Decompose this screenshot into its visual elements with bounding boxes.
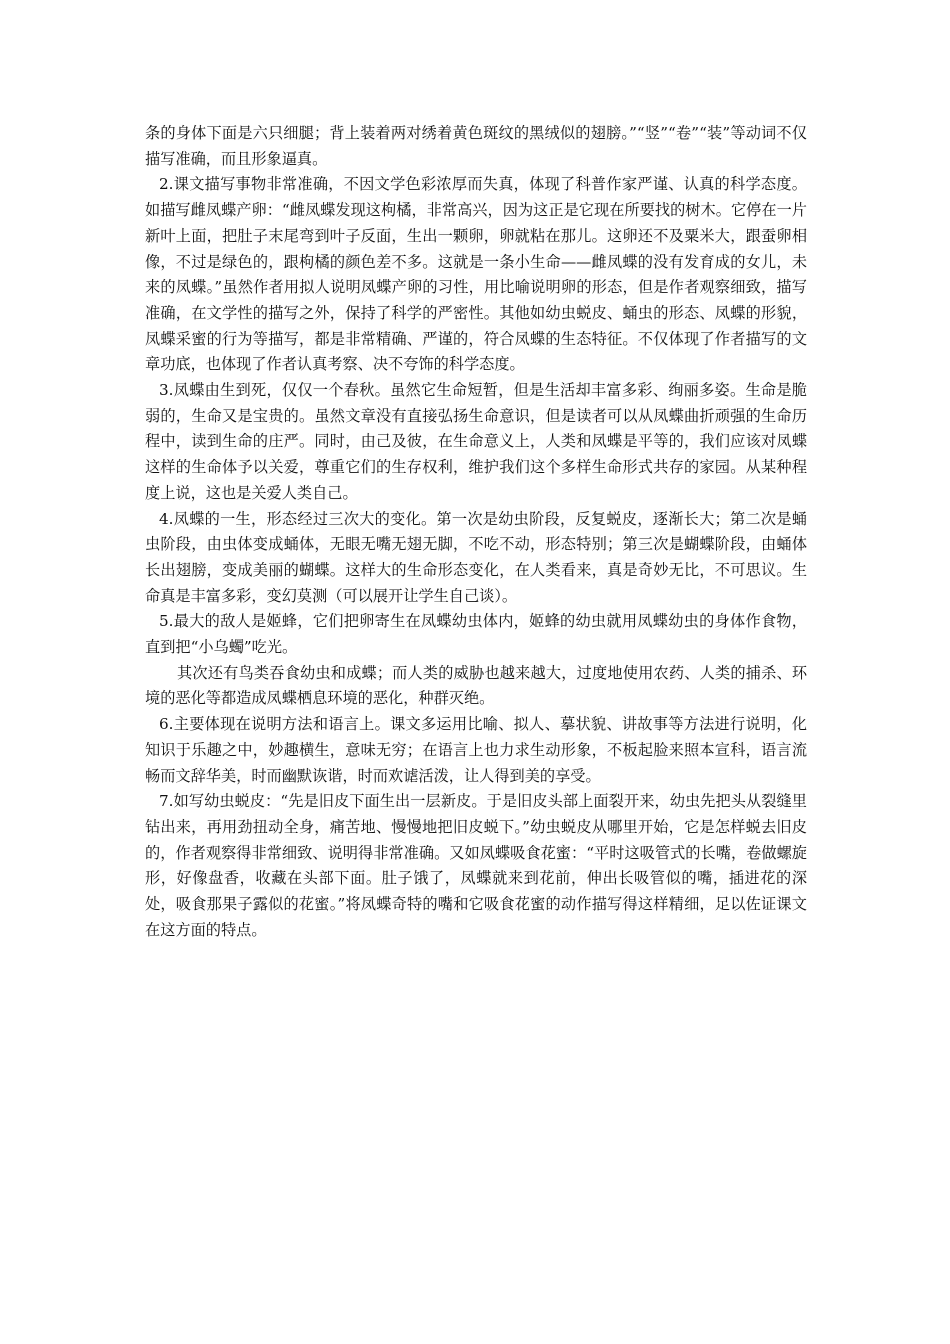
paragraph-continuation: 条的身体下面是六只细腿；背上装着两对绣着黄色斑纹的黑绒似的翅膀。”“竖”“卷”“装”等动词不仅描写准确，而且形象逼真。	[145, 124, 807, 168]
paragraph-3: 3.凤蝶由生到死，仅仅一个春秋。虽然它生命短暂，但是生活却丰富多彩、绚丽多姿。生命是脆弱的，生命又是宝贵的。虽然文章没有直接弘扬生命意识，但是读者可以从凤蝶曲折顽强的生命历程中，读到生命的庄严。同时，由己及彼，在生命意义上，人类和凤蝶是平等的，我们应该对凤蝶这样的生命体予以关爱，尊重它们的生存权利，维护我们这个多样生命形式共存的家园。从某种程度上说，这也是关爱人类自己。	[145, 381, 807, 502]
paragraph-7: 7.如写幼虫蜕皮：“先是旧皮下面生出一层新皮。于是旧皮头部上面裂开来，幼虫先把头从裂缝里钻出来，再用劲扭动全身，痛苦地、慢慢地把旧皮蜕下。”幼虫蜕皮从哪里开始，它是怎样蜕去旧皮的，作者观察得非常细致、说明得非常准确。又如凤蝶吸食花蜜：“平时这吸管式的长嘴，卷做螺旋形，好像盘香，收藏在头部下面。肚子饿了，凤蝶就来到花前，伸出长吸管似的嘴，插进花的深处，吸食那果子露似的花蜜。”将凤蝶奇特的嘴和它吸食花蜜的动作描写得这样精细，足以佐证课文在这方面的特点。	[145, 792, 807, 939]
document-body	[145, 121, 807, 944]
paragraph-4: 4.凤蝶的一生，形态经过三次大的变化。第一次是幼虫阶段，反复蜕皮，逐渐长大；第二次是蛹虫阶段，由虫体变成蛹体，无眼无嘴无翅无脚，不吃不动，形态特别；第三次是蝴蝶阶段，由蛹体长出翅膀，变成美丽的蝴蝶。这样大的生命形态变化，在人类看来，真是奇妙无比，不可思议。生命真是丰富多彩，变幻莫测（可以展开让学生自己谈）。	[145, 509, 807, 605]
paragraph-6: 6.主要体现在说明方法和语言上。课文多运用比喻、拟人、摹状貌、讲故事等方法进行说明，化知识于乐趣之中，妙趣横生，意味无穷；在语言上也力求生动形象，不板起脸来照本宣科，语言流畅而文辞华美，时而幽默诙谐，时而欢谑活泼，让人得到美的享受。	[145, 715, 807, 785]
paragraph-2: 2.课文描写事物非常准确，不因文学色彩浓厚而失真，体现了科普作家严谨、认真的科学态度。如描写雌凤蝶产卵：“雌凤蝶发现这枸橘，非常高兴，因为这正是它现在所要找的树木。它停在一片新叶上面，把肚子末尾弯到叶子反面，生出一颗卵，卵就粘在那儿。这卵还不及粟米大，跟蚕卵相像，不过是绿色的，跟枸橘的颜色差不多。这就是一条小生命——雌凤蝶的没有发育成的女儿，未来的凤蝶。”虽然作者用拟人说明凤蝶产卵的习性，用比喻说明卵的形态，但是作者观察细致，描写准确，在文学性的描写之外，保持了科学的严密性。其他如幼虫蜕皮、蛹虫的形态、凤蝶的形貌，凤蝶采蜜的行为等描写，都是非常精确、严谨的，符合凤蝶的生态特征。不仅体现了作者描写的文章功底，也体现了作者认真考察、决不夸饰的科学态度。	[145, 175, 807, 374]
paragraph-5-continued: 其次还有鸟类吞食幼虫和成蝶；而人类的威胁也越来越大，过度地使用农药、人类的捕杀、环境的恶化等都造成凤蝶栖息环境的恶化，种群灭绝。	[145, 663, 807, 708]
paragraph-5: 5.最大的敌人是姬蜂，它们把卵寄生在凤蝶幼虫体内，姬蜂的幼虫就用凤蝶幼虫的身体作食物，直到把“小乌蠋”吃光。	[145, 612, 807, 657]
